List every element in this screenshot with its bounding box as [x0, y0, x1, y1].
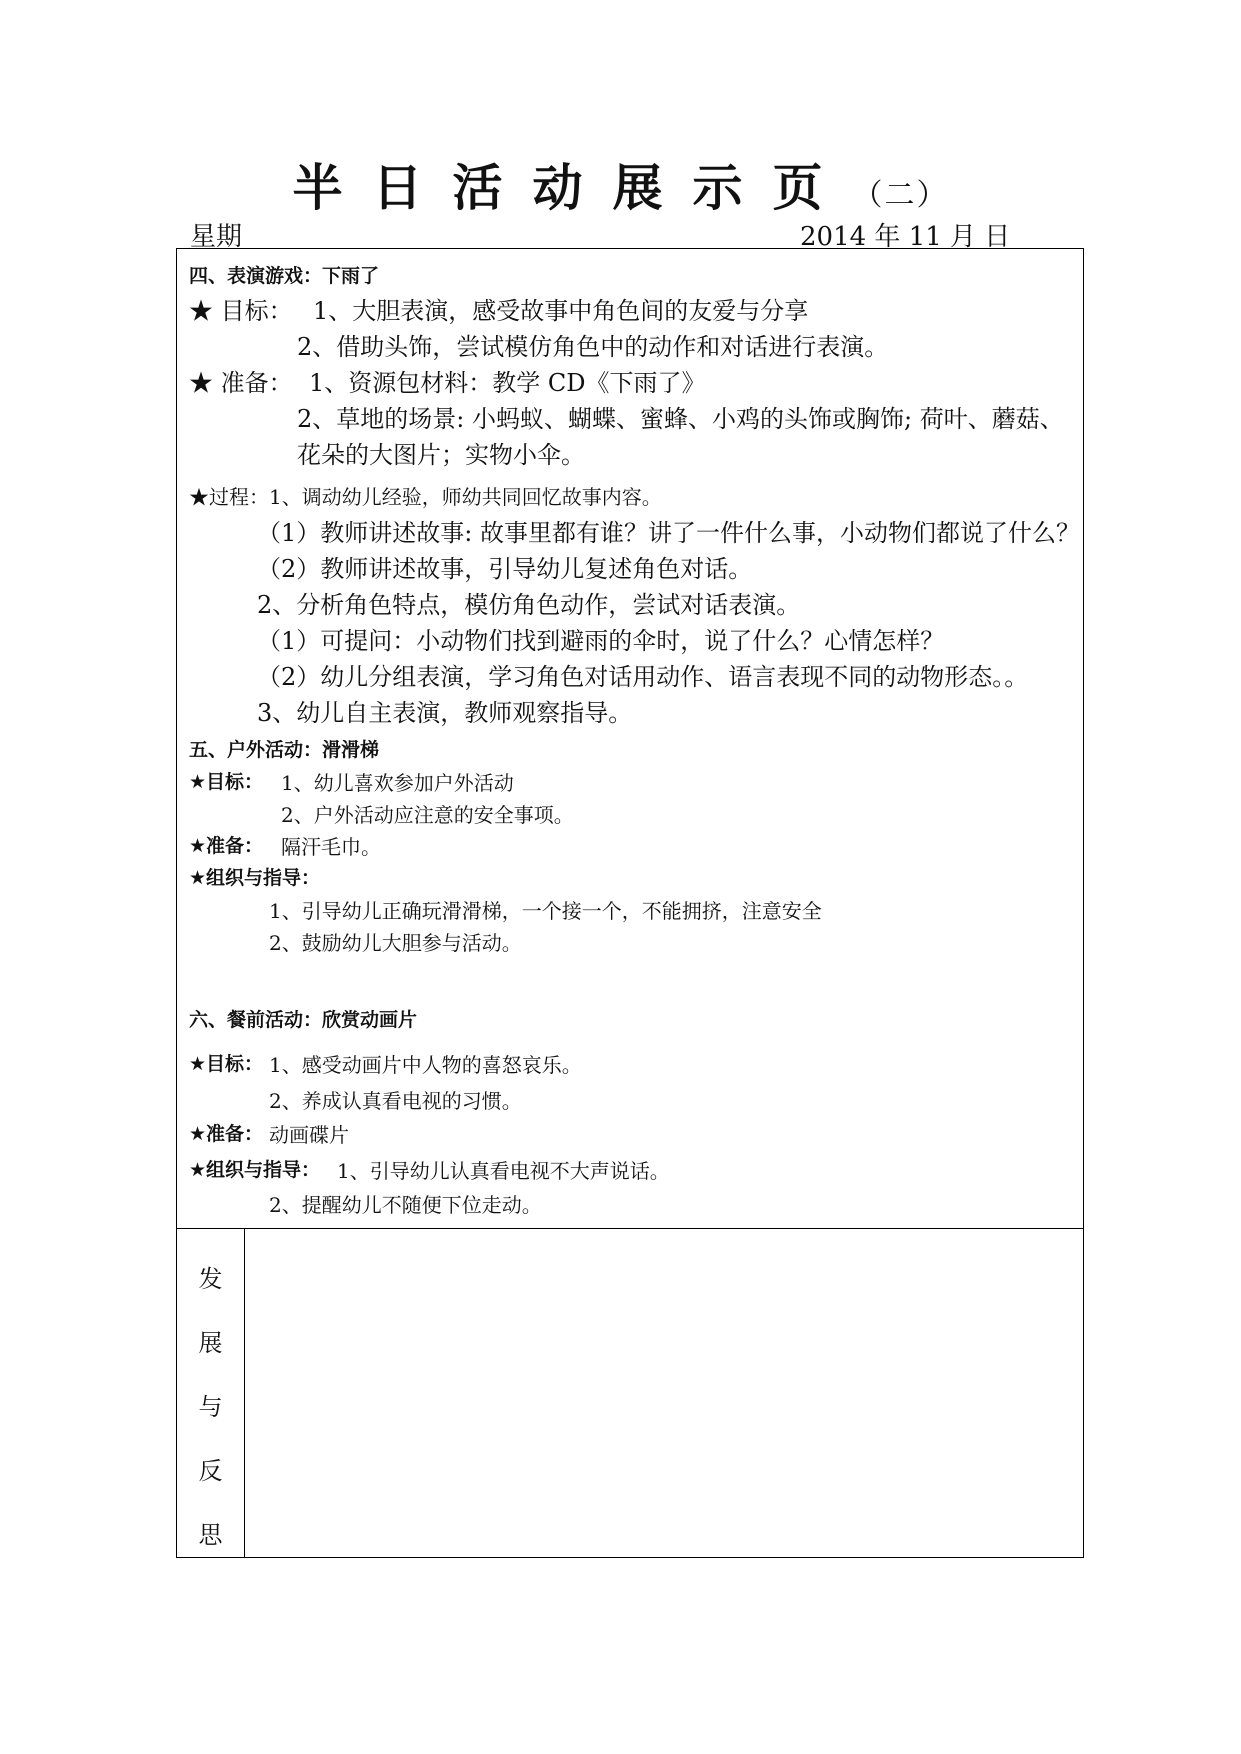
- section6-prep: 动画碟片: [269, 1123, 349, 1147]
- section5-guide-2: 2、鼓励幼儿大胆参与活动。: [269, 931, 522, 955]
- section5-prep-label: ★准备：: [189, 835, 264, 857]
- section4-prep-2a: 2、草地的场景: 小蚂蚁、蝴蝶、蜜蜂、小鸡的头饰或胸饰; 荷叶、蘑菇、: [297, 405, 1064, 433]
- reflection-column-divider: [244, 1229, 245, 1557]
- section6-guide-label: ★组织与指导：: [189, 1159, 321, 1181]
- section6-guide-1: 1、引导幼儿认真看电视不大声说话。: [337, 1159, 670, 1183]
- section4-process-label: ★过程：: [189, 485, 269, 509]
- section4-prep-1: 1、资源包材料：教学 CD《下雨了》: [309, 369, 706, 397]
- section5-guide-1: 1、引导幼儿正确玩滑滑梯，一个接一个，不能拥挤，注意安全: [269, 899, 822, 923]
- section4-process-2a: （1）可提问：小动物们找到避雨的伞时，说了什么？心情怎样？: [257, 627, 945, 655]
- section4-process-1a: （1）教师讲述故事: 故事里都有谁？讲了一件什么事，小动物们都说了什么？: [257, 519, 1080, 547]
- reflection-content-area[interactable]: [257, 1241, 1071, 1545]
- section4-prep-2b: 花朵的大图片；实物小伞。: [297, 441, 585, 469]
- section4-process-2: 2、分析角色特点，模仿角色动作，尝试对话表演。: [257, 591, 801, 619]
- section4-goal-1: 1、大胆表演，感受故事中角色间的友爱与分享: [313, 297, 809, 325]
- reflection-char-1: 发: [198, 1265, 223, 1293]
- section4-heading: 四、表演游戏：下雨了: [189, 265, 380, 287]
- section6-prep-label: ★准备：: [189, 1123, 264, 1145]
- section6-goal-label: ★目标：: [189, 1053, 264, 1075]
- date-label: 2014 年 11 月 日: [800, 222, 1011, 252]
- section4-goal-2: 2、借助头饰，尝试模仿角色中的动作和对话进行表演。: [297, 333, 889, 361]
- section5-goal-1: 1、幼儿喜欢参加户外活动: [281, 771, 514, 795]
- section6-heading: 六、餐前活动：欣赏动画片: [189, 1009, 418, 1031]
- reflection-char-3: 与: [198, 1393, 223, 1421]
- section4-goal-label: ★ 目标：: [189, 297, 293, 325]
- reflection-char-4: 反: [198, 1457, 223, 1485]
- page-title: 半日活动展示页（二）: [292, 159, 949, 217]
- section5-prep: 隔汗毛巾。: [281, 835, 381, 859]
- section4-process-1: 1、调动幼儿经验，师幼共同回忆故事内容。: [269, 485, 662, 509]
- section5-heading: 五、户外活动：滑滑梯: [189, 739, 380, 761]
- section5-guide-label: ★组织与指导：: [189, 867, 321, 889]
- section6-goal-1: 1、感受动画片中人物的喜怒哀乐。: [269, 1053, 582, 1077]
- weekday-label: 星期: [190, 222, 243, 252]
- reflection-char-5: 思: [198, 1521, 223, 1549]
- section6-guide-2: 2、提醒幼儿不随便下位走动。: [269, 1193, 542, 1217]
- reflection-char-2: 展: [198, 1329, 223, 1357]
- section5-goal-2: 2、户外活动应注意的安全事项。: [281, 803, 574, 827]
- section4-prep-label: ★ 准备：: [189, 369, 293, 397]
- activity-table: [176, 248, 1084, 1558]
- section4-process-3: 3、幼儿自主表演，教师观察指导。: [257, 699, 633, 727]
- page-title-suffix: （二）: [852, 178, 949, 213]
- section4-process-1b: （2）教师讲述故事，引导幼儿复述角色对话。: [257, 555, 753, 583]
- section6-goal-2: 2、养成认真看电视的习惯。: [269, 1089, 522, 1113]
- section-divider: [177, 1228, 1083, 1229]
- section5-goal-label: ★目标：: [189, 771, 264, 793]
- section4-process-2b: （2）幼儿分组表演，学习角色对话用动作、语言表现不同的动物形态。。: [257, 663, 1029, 691]
